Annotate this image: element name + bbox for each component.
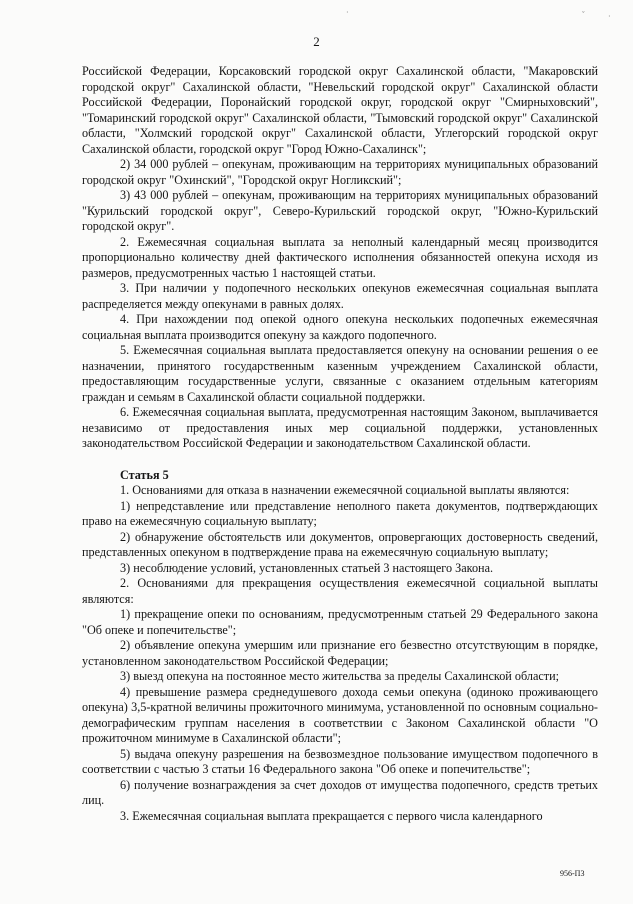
paragraph: 2. Основаниями для прекращения осуществления ежемесячной социальной выплаты являются: [82, 576, 598, 606]
scan-speck: · [346, 8, 349, 17]
paragraph: 5) выдача опекуну разрешения на безвозмездное пользование имуществом подопечного в соответствии с частью 3 статьи 16 Федерального закона "Об опеке и попечительстве"; [82, 746, 598, 776]
paragraph: 1) непредставление или представление неполного пакета документов, подтверждающих право на ежемесячную социальную выплату; [82, 498, 598, 528]
paragraph: 4. При нахождении под опекой одного опекуна нескольких подопечных ежемесячная социальная выплата производится опекуну за каждого подопечного. [82, 312, 598, 342]
article-paragraphs [82, 483, 598, 824]
paragraph: 3) выезд опекуна на постоянное место жительства за пределы Сахалинской области; [120, 669, 559, 683]
paragraph: 6) получение вознаграждения за счет доходов от имущества подопечного, средств третьих лиц. [82, 777, 598, 807]
paragraph: 2) обнаружение обстоятельств или документов, опровергающих достоверность сведений, представленных опекуном в подтверждение права на ежемесячную социальную выплату; [82, 529, 598, 559]
page-number: 2 [313, 34, 320, 49]
paragraph: 3) несоблюдение условий, установленных статьей 3 настоящего Закона. [120, 560, 494, 575]
top-paragraphs [82, 64, 598, 452]
scan-speck: ˇ [582, 10, 585, 19]
article-heading: Статья 5 [120, 467, 169, 482]
paragraph: 3. Ежемесячная социальная выплата прекращается с первого числа календарного [120, 808, 543, 823]
scan-speck: · [608, 12, 611, 21]
paragraph: 4) превышение размера среднедушевого дохода семьи опекуна (одиноко проживающего опекуна) 3,5-кратной величины прожиточного минимума, установленной по основным социально-демографическим группам населения в соответствии с Законом Сахалинской области "О прожиточном минимуме в Сахалинской области"; [82, 684, 598, 745]
paragraph: 3) 43 000 рублей – опекунам, проживающим на территориях муниципальных образований "Курильский городской округ", Северо-Курильский городской округ, "Южно-Курильский городской округ". [82, 188, 598, 233]
paragraph: 5. Ежемесячная социальная выплата предоставляется опекуну на основании решения о ее назначении, принятого государственным казенным учреждением Сахалинской области, предоставляющим государственные услуги, связанные с оказанием отдельным категориям граждан и семьям в Сахалинской области социальной поддержки. [82, 343, 598, 404]
paragraph: 3. При наличии у подопечного нескольких опекунов ежемесячная социальная выплата распределяется между опекунами в равных долях. [82, 281, 598, 311]
paragraph: 2) объявление опекуна умершим или признание его безвестно отсутствующим в порядке, установленном законодательством Российской Федерации; [82, 638, 598, 668]
paragraph: 6. Ежемесячная социальная выплата, предусмотренная настоящим Законом, выплачивается независимо от предоставления иных мер социальной поддержки, установленных законодательством Российской Федерации и законодательством Сахалинской области. [82, 405, 598, 450]
paragraph: 2. Ежемесячная социальная выплата за неполный календарный месяц производится пропорционально количеству дней фактического исполнения обязанностей опекуна исходя из размеров, предусмотренных частью 1 настоящей статьи. [82, 234, 598, 280]
paragraph: 2) 34 000 рублей – опекунам, проживающим на территориях муниципальных образований городской округ "Охинский", "Городской округ Ногликский"; [82, 157, 598, 187]
document-code: 956-П3 [560, 869, 585, 878]
document-body [82, 64, 598, 824]
paragraph: 1. Основаниями для отказа в назначении ежемесячной социальной выплаты являются: [120, 483, 570, 497]
paragraph: Российской Федерации, Корсаковский городской округ Сахалинской области, "Макаровский городской округ" Сахалинской области, "Невельский городской округ" Сахалинской области Российской Федерации, Поронайский городской округ, городской округ "Смирныховский", "Томаринский городской округ" Сахалинской области, "Тымовский городской округ" Сахалинской области, "Холмский городской округ" Сахалинской области, Углегорский городской округ Сахалинской области, городской округ "Город Южно-Сахалинск"; [82, 64, 598, 156]
paragraph: 1) прекращение опеки по основаниям, предусмотренным статьей 29 Федерального закона "Об опеке и попечительстве"; [82, 607, 598, 637]
